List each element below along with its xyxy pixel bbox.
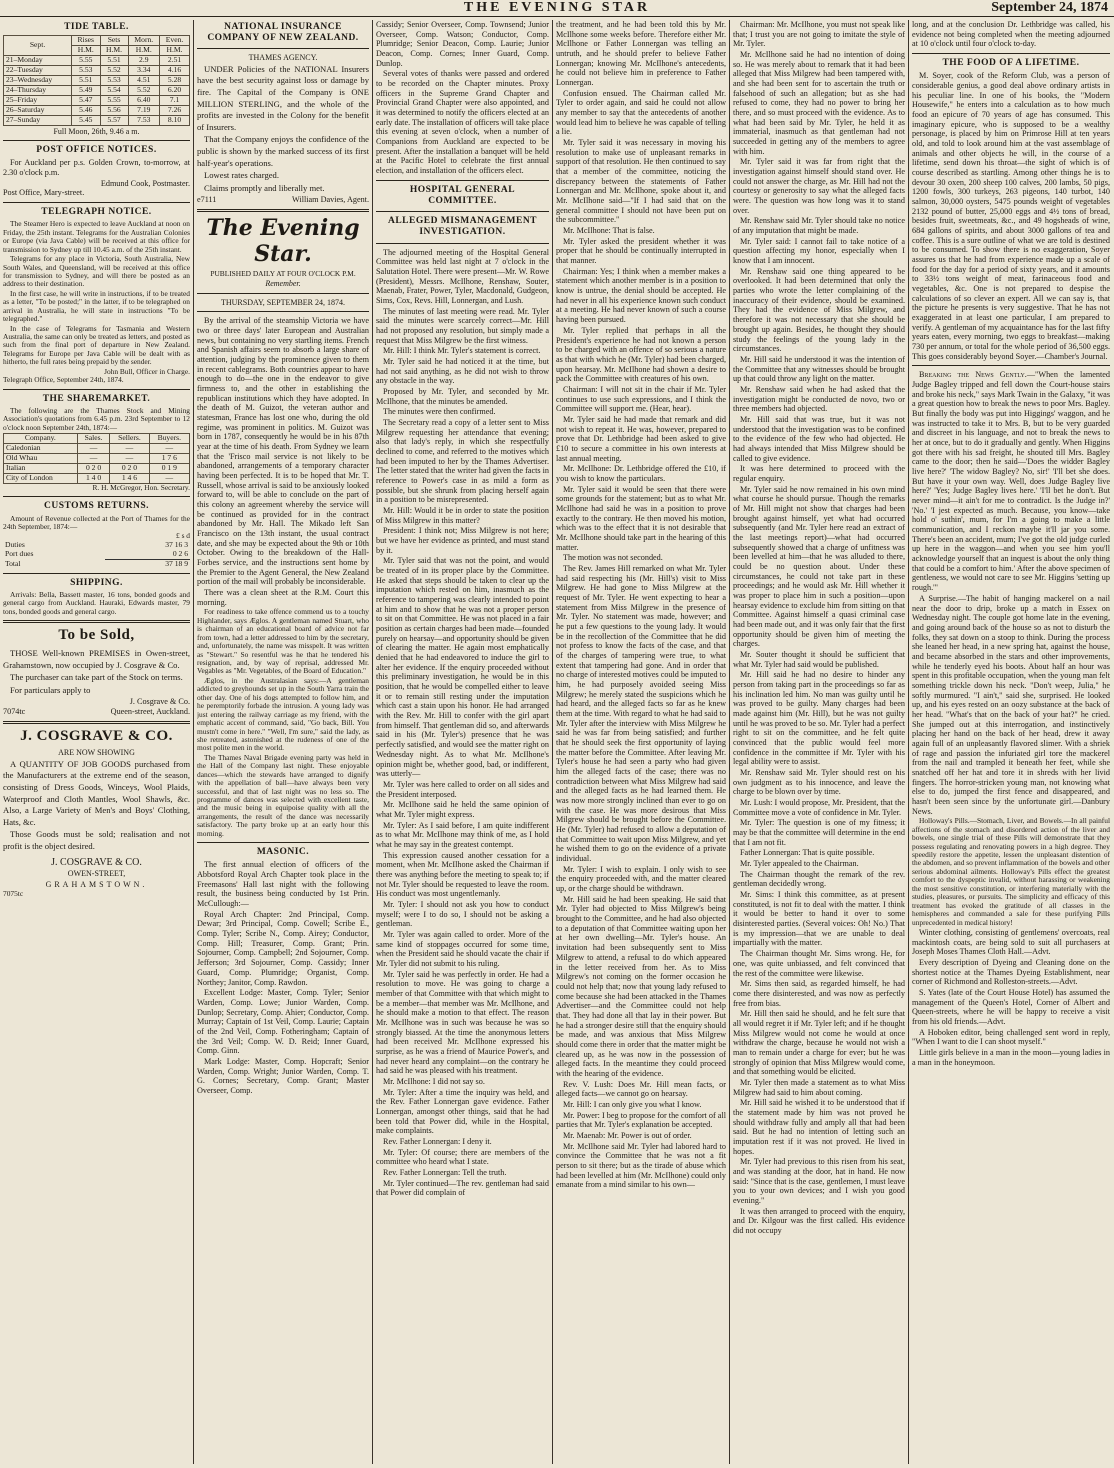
tide-header: Even. xyxy=(160,36,190,46)
shipping-title: SHIPPING. xyxy=(70,577,123,588)
post-place: Post Office, Mary-street. xyxy=(3,188,85,198)
share-row-cell: — xyxy=(77,444,110,454)
tide-row-cell: 2.51 xyxy=(160,56,190,66)
tide-row-cell: 6.40 xyxy=(128,95,160,105)
col4-p5: Mr. Tyler asked the president whether it was proper that he should be continually interrupted in that manner. xyxy=(556,236,726,266)
col3-p6: Proposed by Mr. Tyler, and seconded by Mr. McIlhone, that the minutes be amended. xyxy=(376,386,549,406)
star-date: THURSDAY, SEPTEMBER 24, 1874. xyxy=(220,297,346,307)
tide-unit: H.M. xyxy=(100,46,128,56)
tide-header: Sets xyxy=(100,36,128,46)
running-head xyxy=(0,0,1114,17)
share-row xyxy=(4,444,190,454)
col3-p16: Mr. Tyler: I should not ask you how to conduct myself; were I to do so, I should not be asking a gentleman. xyxy=(376,899,549,929)
col3-p19: Mr. McIlhone: I did not say so. xyxy=(383,1077,485,1086)
tide-row-cell: 5.45 xyxy=(72,115,101,125)
girls-item: Little girls believe in a man in the moon—young ladies in a man in the honeymoon. xyxy=(912,1048,1110,1067)
telegraph-sign: John Bull, Officer in Charge. xyxy=(104,366,190,376)
tide-row xyxy=(4,95,190,105)
col4-p10: Mr. McIlhone: Dr. Lethbridge offered the £10, if you wish to know the particulars. xyxy=(556,464,726,483)
yates-advt: S. Yates (late of the Court House Hotel) has assumed the management of the Queen's Hotel, Corner of Albert and Queen-streets, where he will be happy to receive a visit from his old friends.—Advt. xyxy=(912,988,1110,1027)
tide-row-cell: 26–Saturday xyxy=(4,105,72,115)
telegraph-p1: The Steamer Hero is expected to leave Auckland at noon on Friday, the 25th instant. Telegrams for the Australian Colonies or Europe (via Java Cable) will be received at this office for transmission to Sydney up till 10.45 a.m. of the 25th instant. xyxy=(3,219,190,254)
cosgrave-body2: Those Goods must be sold; realisation and not profit is the object desired. xyxy=(3,829,190,851)
col5-p10: It was here determined to proceed with the regular enquiry. xyxy=(733,464,905,483)
col3-p22: Mr. Tyler: Of course; there are members of the committee who heard what I state. xyxy=(376,1147,549,1167)
tide-unit: H.M. xyxy=(128,46,160,56)
share-row-cell: — xyxy=(149,444,189,454)
leader-p3: For readiness to take offence commend us to a touchy Highlander, says Æglos. A gentleman named Stuart, who is chairman of an educational board of advice not far from town, had a letter addressed to him by the secretary, and, unfortunately, the name was misspelt. It was written as "Stewart." So resentful was he that he tendered his resignation, and, by way of reprisal, addressed Mr. Vegables as "Mr. Vegetables, of the Board of Education." xyxy=(197,607,369,676)
share-row xyxy=(4,454,190,464)
post-title: POST OFFICE NOTICES. xyxy=(36,145,157,156)
leader-p2: There was a clean sheet at the R.M. Court this morning. xyxy=(197,588,369,607)
tide-row-cell: 5.51 xyxy=(72,76,101,86)
food-title: THE FOOD OF A LIFETIME. xyxy=(942,58,1080,69)
column-2 xyxy=(197,20,369,1464)
cosgrave-sign: J. COSGRAVE & CO. xyxy=(51,856,142,868)
col4-p13: The Rev. James Hill remarked on what Mr. Tyler had said respecting his (Mr. Hill's) visit to Miss Milgrew. He had gone to Miss Milgrew at the request of Mr. Tyler. He went expecting to hear a statement from Miss Milgrew in the presence of Mr. Tyler. No statement was made, however; and he put a few questions to the young lady. It would be in the recollection of the Committee that he did not profess to know the facts of the case, and that of the charges of tampering were true, to what extent that tampering had gone. And in order that no charge of interested motives could be imputed to him, he had purposely avoided seeing Miss Milgrew; he merely stated the suspicions which he had heard, and the alleged facts so far as he knew them at the time. With regard to what he had said to Mr. Tyler after the interview with Miss Milgrew he said he was far from being satisfied; and further that he should seek the first opportunity of laying the matter before the Committee. After leaving Mr. Tyler's house he had seen a party who had given him the alleged facts of the case; there was no contradiction between what Miss Milgrew had said and the alleged facts as he had learned them. He was now more strongly inclined than ever to go on with the case. He was more desirous that Miss Milgrew should be brought before the Committee. He (Mr. Tyler) had refused to allow a deputation of that Committee to wait upon Miss Milgrew, and yet he wished them to go on the evidence of a private individual. xyxy=(556,563,726,864)
tide-row-cell: 4.51 xyxy=(128,76,160,86)
tide-row-cell: 5.28 xyxy=(160,76,190,86)
cosgrave-title: J. COSGRAVE & CO. xyxy=(20,727,173,744)
col3-p7: The minutes were then confirmed. xyxy=(383,407,496,417)
holloway-advt: Holloway's Pills.—Stomach, Liver, and Bowels.—In all painful affections of the stomach and disordered action of the liver and bowels, one single trial of these Pills will demonstrate that they possess regulating and renovating powers in a high degree. They speedily restore the appetite, lessen the unpleasant distention of the abdomen, and so prevent inflammation of the bowels and other serious abdominal ailments. Holloway's Pills effect the greatest comfort to the dyspeptic invalid, without harassing or weakening the most sensitive constitution, or interfering materially with the studies, pleasures, or pursuits. The simplicity and efficacy of this treatment has evoked the gratitude of all classes in the hemispheres and commanded a sale for these purifying Pills unprecedented in medical history! xyxy=(912,816,1110,927)
col5-p12: Mr. Souter thought it should be sufficient that what Mr. Tyler had said would be published. xyxy=(733,650,905,669)
col5-p23: Mr. Hill then said he should, and he felt sure that all would regret it if Mr. Tyler left; and if he thought Miss Milgrew would not come he would at once withdraw the charge, because he would not wish a man to remain under a charge for ever; but he was strongly of opinion that Miss Milgrew would come, and that something would be elicited. xyxy=(733,1009,905,1077)
col3-p21: Rev. Father Lonnergan: I deny it. xyxy=(383,1137,492,1147)
col3-p10: President: I think not; Miss Milgrew is not here; but we have her evidence as printed, and must stand by it. xyxy=(376,526,549,555)
share-row-cell: Old Whau xyxy=(4,454,78,464)
news-title: Breaking the News Gently. xyxy=(919,370,1027,380)
insurance-p1: UNDER Policies of the NATIONAL Insurers have the best security against loss or damage by fire. The Capital of the Company is ONE MILLION STERLING, and the whole of the profits are invested in the Colony for the benefit of Insurers. xyxy=(197,63,369,132)
post-sign: Edmund Cook, Postmaster. xyxy=(100,178,190,188)
post-body: For Auckland per p.s. Golden Crown, to-morrow, at 2.30 o'clock p.m. xyxy=(3,158,190,178)
tide-row-cell: 7.53 xyxy=(128,115,160,125)
sharemarket-sign: R. H. McGregor, Hon. Secretary. xyxy=(92,482,190,492)
tide-header: Rises xyxy=(72,36,101,46)
share-row-cell: — xyxy=(110,444,149,454)
insurance-agency: THAMES AGENCY. xyxy=(248,53,318,63)
share-row xyxy=(4,464,190,474)
col3-p24: Mr. Tyler continued—The rev. gentleman had said that Power did complain of xyxy=(376,1178,549,1198)
col4-p20: Mr. McIlhone said Mr. Tyler had labored hard to convince the Committee that he was not a fit person to sit there; but as the tirade of abuse which had been levelled at him (Mr. McIlhone) could only emanate from a mind similar to his own— xyxy=(556,1141,726,1190)
col5-p15: Mr. Lush: I would propose, Mr. President, that the Committee move a vote of confidence in Mr. Tyler. xyxy=(733,798,905,817)
hoboken-item: A Hoboken editor, being challenged sent word in reply, "When I want to die I can shoot myself." xyxy=(912,1027,1110,1047)
sold-place: Queen-street, Auckland. xyxy=(110,706,190,716)
col5-p6: Mr. Renshaw said one thing appeared to be overlooked. It had been determined that only the parties who wrote the letter complaining of the inaccuracy of their evidence, should be examined. They had the evidence of Miss Milgrew, and therefore it was not necessary that she should be brought up again. Besides, he thought they should study the feelings of the young lady in the circumstances. xyxy=(733,266,905,354)
customs-cell: Port dues xyxy=(5,549,34,559)
col5-p26: Mr. Tyler had previous to this risen from his seat, and was standing at the door, hat in hand. He now said: "Since that is the case, gentlemen, I must leave you to your own devices; and I wish you good evening." xyxy=(733,1157,905,1205)
tide-row-cell: 7.26 xyxy=(160,105,190,115)
sold-body2: The purchaser can take part of the Stock on terms. xyxy=(10,672,183,683)
col4-p15: Mr. Hill said he had been speaking. He said that Mr. Tyler had objected to Miss Milgrew's being brought to the Committee, and he had also objected to a deputation of that Committee waiting upon her at her own dwelling—Mr. Tyler's house. An invitation had been subsequently sent to Miss Milgrew to attend, a refusal to do which appeared in the letter received from her. As to Miss Milgrew's not coming on the former occasion he could not help that; now that young lady refused to come because she had been attacked in the Thames Advertiser—and the Committee could not help that. They had done all that lay in their power. But he had a stronger desire still that the enquiry should be made, and was anxious that Miss Milgrew should come there in order that the matter might be cleared up, as he was now in the possession of alleged facts. In the meantime they could proceed with the hearing of the evidence. xyxy=(556,894,726,1078)
col3-p20: Mr. Tyler: After a time the inquiry was held, and the Rev. Father Lonnergan gave evidence. Father Lonnergan, amongst other things, said that he had been told that Power did, while in the Hospital, make complaints. xyxy=(376,1087,549,1136)
telegraph-title: TELEGRAPH NOTICE. xyxy=(41,207,152,218)
cosgrave-street: OWEN-STREET, xyxy=(67,869,126,879)
col5-p8: Mr. Renshaw said when he had asked that the investigation might be conducted de novo, two or three members had objected. xyxy=(733,384,905,414)
col6-p0: long, and at the conclusion Dr. Lethbridge was called, his evidence not being completed when the meeting adjourned at 10 o'clock until four o'clock to-day. xyxy=(912,20,1110,49)
customs-cell: 0 2 6 xyxy=(172,548,188,558)
tide-row-cell: 5.51 xyxy=(100,56,128,66)
col3-p8: The Secretary read a copy of a letter sent to Miss Milgrew requesting her attendance that evening; also that lady's reply, in which she respectfully declined to come, and referred to the motives which had been imputed to her by the Thames Advertiser. The letter stated that the writer had given the facts in reference to Power's case in as mild a form as possible, but she shrunk from placing herself again in a position to be misrepresented. xyxy=(376,417,549,505)
col4-p1: the treatment, and he had been told this by Mr. McIlhone some weeks before. Therefore either Mr. McIlhone or Father Lonnergan was telling an untruth, and he should prefer to believe Father Lonnergan; knowing Mr. McIlhone's antecedents, he could not believe him in preference to Father Lonnergan. xyxy=(556,20,726,88)
tide-row-cell: 5.55 xyxy=(72,56,101,66)
tide-row-cell: 22–Tuesday xyxy=(4,66,72,76)
cosgrave-town: GRAHAMSTOWN. xyxy=(45,879,148,889)
share-row-cell: 1 7 6 xyxy=(149,454,189,464)
col4-p14: Mr. Tyler: I wish to explain. I only wish to see the enquiry proceeded with, and the matter cleared up, or the charge should be withdrawn. xyxy=(556,864,726,894)
masonic-p2: Royal Arch Chapter: 2nd Principal, Comp. Dewar; 3rd Principal, Comp. Cowell; Scribe E., Comp. Tyler; Scribe N., Comp. Airey; Conductor, Comp. Hill; Treasurer, Comp. Grant; Prin. Sojourner, Comp. Campbell; 2nd Sojourner, Comp. Jefferson; 3rd Sojourner, Comp. Cassidy; Inner Guard, Comp. Plumridge; Organist, Comp. Northey; Janitor, Comp. Rawdon. xyxy=(197,909,369,987)
sold-title: To be Sold, xyxy=(58,627,135,644)
tide-row xyxy=(4,76,190,86)
col5-p11: Mr. Tyler said he now remained in his own mind what course he should pursue. Though the remarks of Mr. Hill might not show that charges had been brought against himself, yet what had occurred subsequently (and Mr. Tyler here read an extract of the last meetings report)—what had occurred subsequently showed that a charge of unfitness was been levelled at him—that he was alluded to there, could be no question about. Under these circumstances, he could not take part in these proceedings; and he would ask Mr. Hill whether it was proper to place him in such a position—upon hearsay evidence to exclude him from sitting on that Committee. Against himself a quasi criminal case had been made out, and it was only fair that the first opportunity should be given him of meeting the charges. xyxy=(733,484,905,649)
share-row-cell: Italian xyxy=(4,464,78,474)
col3-p18: Mr. Tyler said he was perfectly in order. He had a resolution to move. He was going to charge a member of that Committee with that which might to be a member—that member was Mr. McIlhone, and he should make a motion to that effect. The reason Mr. McIlhone was in such was because he was so strongly biassed. At the time the anonymous letters had been received Mr. McIlhone expressed his surprise, as he was a friend of Maurice Power's, and had never heard any complaint—on the contrary he had said he was pleased with his treatment. xyxy=(376,969,549,1076)
sharemarket-title: THE SHAREMARKET. xyxy=(42,393,151,404)
col3-p14: Mr. Tyler: As I said before, I am quite indifferent as to what Mr. McIlhone may think of me, as I hold what he may say in the greatest contempt. xyxy=(376,820,549,849)
tide-row xyxy=(4,115,190,125)
dyeing-advt: Every description of Dyeing and Cleaning done on the shortest notice at the Thames Dyeing Establishment, near corner of Richmond and Rolleston-streets.—Advt. xyxy=(912,957,1110,987)
tide-unit: H.M. xyxy=(72,46,101,56)
insurance-p4: Claims promptly and liberally met. xyxy=(204,182,325,193)
col5-p13: Mr. Hill said he had no desire to hinder any person from taking part in the proceedings so far as his inclination led him. No man was guilty until he was proved to be guilty. Many charges had been made against him (Mr. Hill), but he was not guilty until he was proved to be so. Mr. Tyler had a perfect right to sit on the committee, and he felt quite convinced that the public would feel more confidence in the committee if Mr. Tyler with his legal ability were to assist. xyxy=(733,670,905,767)
share-header: Sales. xyxy=(77,434,110,444)
tide-row-cell: 21–Monday xyxy=(4,56,72,66)
customs-cell: Duties xyxy=(5,539,25,549)
hospital-title: HOSPITAL GENERAL COMMITTEE. xyxy=(409,184,516,206)
column-3 xyxy=(376,20,549,1464)
tide-row-cell: 5.53 xyxy=(100,76,128,86)
leader-p5: The Thames Naval Brigade evening party was held in the Hall of the Company last night. These enjoyable dances—which the stewards have arranged to dignify with the appellation of ball—have always been very successful, and that of last night was no less so. The programme of dances was selected with excellent taste, and the music being in equipoise quality with all the arrangements, the result of the dance was necessarily satisfactory. The party broke up at an early hour this morning. xyxy=(197,752,369,838)
customs-total-label: Total xyxy=(5,558,21,568)
customs-units: £ s d xyxy=(176,531,190,541)
col4-p19: Mr. Maenab: Mr. Power is out of order. xyxy=(563,1130,692,1140)
col5-p27: It was then arranged to proceed with the enquiry, and Dr. Kilgour was the first called. His evidence did not occupy xyxy=(733,1206,905,1235)
cosgrave-sub: ARE NOW SHOWING xyxy=(58,748,135,758)
col3-p5: Mr. Tyler said he had noticed it at the time, but had not said anything, as he did not wish to throw any obstacle in the way. xyxy=(376,356,549,386)
column-1 xyxy=(3,20,190,1464)
customs-table xyxy=(3,541,190,569)
share-row-cell: — xyxy=(149,473,189,483)
sharemarket-table xyxy=(3,433,190,484)
telegraph-place: Telegraph Office, September 24th, 1874. xyxy=(3,375,124,385)
col4-p18: Mr. Power: I beg to propose for the comfort of all parties that Mr. Tyler's explanation be accepted. xyxy=(556,1110,726,1130)
tide-row-cell: 2.9 xyxy=(128,56,160,66)
insurance-p2: That the Company enjoys the confidence of the public is shown by the marked success of its first half-year's operations. xyxy=(197,134,369,168)
insurance-p3: Lowest rates charged. xyxy=(204,170,280,181)
share-header: Buyers. xyxy=(149,434,189,444)
tide-row-cell: 8.10 xyxy=(160,115,190,125)
col4-p16: Rev. V. Lush: Does Mr. Hill mean facts, or alleged facts—we cannot go on hearsay. xyxy=(556,1079,726,1099)
hospital-sub: ALLEGED MISMANAGEMENT INVESTIGATION. xyxy=(387,216,538,238)
share-row xyxy=(4,473,190,483)
insurance-code: e7111 xyxy=(197,195,217,205)
col5-p2: Mr. McIlhone said he had no intention of doing so. He was merely about to remark that it had been alleged that Miss Milgrew had been tampered with, and she had been sent for to ascertain the truth or falsehood of such an allegation; but as she had refused to come, they had no power to bring her there, and so must proceed with the evidence. As to what had been said by Mr. Tyler, he held it as immaterial, inasmuch as that gentleman had not succeeded in getting any of the members to agree with him. xyxy=(733,50,905,156)
col3-p13: Mr. McIlhone said he held the same opinion of what Mr. Tyler might express. xyxy=(376,800,549,819)
share-header: Sellers. xyxy=(110,434,149,444)
col5-p1: Chairman: Mr. McIlhone, you must not speak like that; I trust you are not going to imitate the style of Mr. Tyler. xyxy=(733,20,905,49)
tide-row-cell: 5.54 xyxy=(100,85,128,95)
col3-p23: Rev. Father Lonnergan: Tell the truth. xyxy=(383,1168,507,1178)
tide-row-cell: 5.52 xyxy=(128,85,160,95)
col4-p8: Chairman: I will not sit in the chair if Mr. Tyler continues to use such expressions, and I think the Committee will support me. (Hear, hear). xyxy=(556,384,726,414)
tide-row xyxy=(4,85,190,95)
col5-p17: Father Lonnergan: That is quite possible. xyxy=(740,848,875,858)
sold-apply: For particulars apply to xyxy=(10,684,91,695)
col5-p24: Mr. Tyler then made a statement as to what Miss Milgrew had said to him about coming. xyxy=(733,1077,905,1097)
share-row-cell: 0 2 0 xyxy=(77,464,110,474)
col5-p9: Mr. Hill said that was true, but it was not understood that the investigation was to be confined to the evidence of the few who had objected. He had always intended that Miss Milgrew should be called to give evidence. xyxy=(733,414,905,463)
col5-p22: Mr. Sims then said, as regarded himself, he had come there disinterested, and was now as perfectly free from bias. xyxy=(733,979,905,1008)
col3-p11: Mr. Tyler said that was not the point, and would be treated of in its proper place by the Committee. He asked that steps should be taken to clear up the imputation which rested on him, inasmuch as the reference to tampering was clearly intended to point at him and to show that he was not a proper person to sit on that Committee. He was not placed in a fair position as certain charges had been made—founded purely on hearsay—and opportunity should be given of clearing the matter. He again most emphatically denied that he had endeavored to induce the girl to alter her evidence. If the enquiry proceeded without this preliminary investigation, he would be in this position, that he would be compelled either to leave it or to remain still resting under the imputation which cast a stain upon his honor. He had arranged with the Rev. Mr. Hill to confer with the girl apart from himself. That gentleman did so, and afterwards said in his (Mr. Tyler's) presence that he was perfectly satisfied, and would see the matter right on Wednesday night. As to what Mr. McIlhone's opinion might be, whether good, bad, or indifferent, was utterly— xyxy=(376,556,549,779)
paper-title: THE EVENING STAR xyxy=(463,0,651,15)
col3-p3: The minutes of last meeting were read. Mr. Tyler said the minutes were scarcely correct—Mr. Hill had not proposed any resolution, but simply made a request that Miss Milgrew be the first witness. xyxy=(376,306,549,345)
tide-row-cell: 4.16 xyxy=(160,66,190,76)
full-moon: Full Moon, 26th, 9.46 a m. xyxy=(53,126,140,136)
tide-row-cell: 23–Wednesday xyxy=(4,76,72,86)
tide-row-cell: 5.53 xyxy=(72,66,101,76)
share-row-cell: 1 4 6 xyxy=(110,473,149,483)
sold-firm: J. Cosgrave & Co. xyxy=(129,697,190,707)
sold-body: THOSE Well-known PREMISES in Owen-street, Grahamstown, now occupied by J. Cosgrave & Co. xyxy=(3,647,190,670)
tide-row-cell: 5.57 xyxy=(100,115,128,125)
masonic-p1: The first annual election of officers of the Abbotsford Royal Arch Chapter took place in the Freemasons' Hall last night with the following result, the business being conducted by 1st Prin. McCullough:— xyxy=(197,860,369,909)
col4-p4: Mr. McIlhone: That is false. xyxy=(563,226,655,236)
insurance-title: NATIONAL INSURANCE COMPANY OF NEW ZEALAND. xyxy=(207,22,359,44)
col3-p4: Mr. Hill: I think Mr. Tyler's statement is correct. xyxy=(383,346,541,356)
tide-row-cell: 5.46 xyxy=(72,105,101,115)
customs-cell: 37 16 3 xyxy=(165,539,188,549)
telegraph-p3: In the first case, he will write in instructions, if to be treated as a letter, "To be posted;" in the latter, if to be telegraphed on arrival in Australia, he will state in instructions "To be telegraphed." xyxy=(3,288,190,324)
share-row-cell: — xyxy=(110,454,149,464)
star-pub: PUBLISHED DAILY AT FOUR O'CLOCK P.M. xyxy=(210,268,356,278)
customs-intro: Amount of Revenue collected at the Port of Thames for the 24th September, 1874:— xyxy=(3,513,190,531)
col4-p3: Mr. Tyler said it was necessary in moving his resolution to make use of unpleasant remarks in support of that resolution. He then continued to say that a member of the committee, noticing the discrepancy between the statements of Father Lonnergan and Mr. McIlhone, spoke about it, and Mr. McIlhone said—"If I had said that on the general committee I should not have been put on the subcommittee." xyxy=(556,138,726,225)
tide-header: Morn. xyxy=(128,36,160,46)
col4-p17: Mr. Hill: I can only give you what I know. xyxy=(563,1099,702,1109)
column-4 xyxy=(556,20,726,1464)
sharemarket-intro: The following are the Thames Stock and Mining Association's quotations from 6.45 p.m. 23rd September to 12 o'clock noon September 24th, 1874:— xyxy=(3,405,190,432)
masonic-cont: Cassidy; Senior Overseer, Comp. Townsend; Junior Overseer, Comp. Watson; Conductor, Comp. Plumridge; Senior Deacon, Comp. Laurie; Junior Deacon, Comp. Cornes; Inner Guard, Comp. Dunlop. xyxy=(376,20,549,68)
col3-p17: Mr. Tyler was again called to order. More of the same kind of stoppages occurred for some time, when the President said he should vacate the chair if Mr. Tyler did not submit to his ruling. xyxy=(376,929,549,968)
col5-p14: Mr. Renshaw said Mr. Tyler should rest on his own judgment as to his innocence, and leave the charge to be blown over by time. xyxy=(733,768,905,797)
col5-p16: Mr. Tyler: The question is one of my fitness; it may be that the committee will determine in the end that I am not fit. xyxy=(733,818,905,847)
tide-title: TIDE TABLE. xyxy=(64,22,129,32)
tide-row-cell: 5.47 xyxy=(72,95,101,105)
col5-p21: The Chairman thought Mr. Sims wrong. He, for one, was quite unbiassed, and felt convinced that the rest of the committee were likewise. xyxy=(733,949,905,978)
share-row-cell: Caledonian xyxy=(4,444,78,454)
share-row-cell: — xyxy=(77,454,110,464)
col5-p4: Mr. Renshaw said Mr. Tyler should take no notice of any imputation that might be made. xyxy=(733,216,905,236)
shipping-body: Arrivals: Bella, Bassett master, 16 tons, bonded goods and general cargo from Auckland. Hauraki, Edwards master, 79 tons, bonded goods and general cargo. xyxy=(3,589,190,616)
masonic-p3: Excellent Lodge: Master, Comp. Tyler; Senior Warden, Comp. Lowe; Junior Warden, Comp. Dunlop; Secretary, Comp. Ahier; Conductor, Comp. Murray; Captain of 1st Veil, Comp. Laurie; Captain of the 2nd Veil, Comp. Fotheringham; Captain of the 3rd Veil; Comp. W. D. Reid; Inner Guard, Comp. Ginn. xyxy=(197,988,369,1056)
col5-p5: Mr. Tyler said: I cannot fail to take notice of a question affecting my honor, especially when I know that I am innocent. xyxy=(733,236,905,266)
tide-row-cell: 5.52 xyxy=(100,66,128,76)
leader-p1: By the arrival of the steamship Victoria we have two or three days' later European and Australian news, but containing no very startling items. French and Spanish affairs seem to absorb a large share of attention, judging by the prominence given to them in recent cablegrams. Both countries appear to have enough to do—the one in the endeavor to give firmness to, and the other in establishing the republican institutions which they have adopted. In the death of M. Guizot, the veteran author and statesman, France has lost one who, during the old regime, was prominent in politics. M. Guizot was born in 1787, consequently he would be in his 87th year at the time of his death. From Sydney we learn that the 'Frisco mail service is not likely to be abandoned, arrangements of a temporary character having been perfected. It is to be hoped that Mr. T. Russell, whose arrival is said to be anxiously looked forward to, will be able to conclude on the part of this colony an agreement whereby the service will be continued as provided for in the contract abandoned by Mr. Hall. The Mikado left San Francisco on the 13th instant, the usual contract date, and she may be expected about the 9th or 10th October. Owing to the breakdown of the Hall-Forbes service, and the instructions sent home by the Premier to the Agent General, the New Zealand portion of the mail will probably be inconsiderable. xyxy=(197,316,369,587)
col3-p1: Several votes of thanks were passed and ordered to be recorded on the Chapter minutes. Proxy officers in the Supreme Grand Chapter and Provincial Grand Chapter were also appointed, and it was determined to notify the officers elected at an early date. The installation of officers will take place this evening at seven o'clock, when a number of Companions from Auckland are expected to be present. After the installation a banquet will be held at the Pacific Hotel to celebrate the first annual election, and installation of the officers elect. xyxy=(376,69,549,176)
cosgrave-code: 7075tc xyxy=(3,889,24,899)
tide-row-cell: 25–Friday xyxy=(4,95,72,105)
col4-p6: Chairman: Yes; I think when a member makes a statement which another member is in a position to know is untrue, the denial should be accepted. He had never in all his experience known such conduct at a meeting. He had never known of such a course having been pursued. xyxy=(556,266,726,325)
telegraph-p4: In the case of Telegrams for Tasmania and Western Australia, the same can only be treated as letters, and posted as such from the final port of departure in New Zealand. Telegrams for Europe per Java Cable will be dealt with as hitherto, the full rates being prepaid by the sender. xyxy=(3,323,190,367)
col5-p18: Mr. Tyler appealed to the Chairman. xyxy=(740,859,859,869)
col4-p11: Mr. Tyler said it would be seen that there were some grounds for the statement; but as to what Mr. McIlhone had said he was in a position to prove exactly to the contrary. He then moved his motion, which was to the effect that it is not desirable that Mr. McIlhone should take part in the hearing of this matter. xyxy=(556,484,726,552)
col4-p9: Mr. Tyler said he had made that remark and did not wish to repeat it. He was, however, prepared to prove that Dr. Lethbridge had been asked to give £10 to secure a committee in his own interests at last annual meeting. xyxy=(556,414,726,463)
tide-row-cell: 7.1 xyxy=(160,95,190,105)
sold-code: 7074tc xyxy=(3,706,26,716)
tide-row-cell: 6.20 xyxy=(160,85,190,95)
masonic-p4: Mark Lodge: Master, Comp. Hopcraft; Senior Warden, Comp. Wright; Junior Warden, Comp. T. G. Cornes; Secretary, Comp. Grant; Master Overseer, Comp. xyxy=(197,1056,369,1095)
winter-advt: Winter clothing, consisting of gentlemens' overcoats, real mackintosh coats, are being sold to suit all purchasers at Joseph Moses Thames Cloth Hall.—Advt. xyxy=(912,927,1110,957)
star-motto: Remember. xyxy=(265,279,301,289)
col5-p3: Mr. Tyler said it was far from right that the investigation against himself should stand over. He could not answer the charge, as Mr. Hill had not the courtesy or generosity to say what the alleged facts were. The question was how long was it to stand over. xyxy=(733,157,905,215)
tide-row-cell: 24–Thursday xyxy=(4,85,72,95)
col5-p19: The Chairman thought the remark of the rev. gentleman decidedly wrong. xyxy=(733,869,905,889)
cosgrave-body: A QUANTITY OF JOB GOODS purchased from the Manufacturers at the extreme end of the season, consisting of Dress Goods, Winceys, Wool Plaids, Waterproof and Cloth Mantles, Wool Shawls, &c. Also, a Large Variety of Men's and Boys' Clothing, Hats, &c. xyxy=(3,758,190,827)
tide-row xyxy=(4,56,190,66)
star-nameplate: The Evening Star. xyxy=(206,215,360,267)
column-5 xyxy=(733,20,905,1464)
tide-row-cell: 27–Sunday xyxy=(4,115,72,125)
telegraph-p2: Telegrams for any place in Victoria, South Australia, New South Wales, and Queensland, will be received at this office for transmission to Sydney, and will there be posted as an address to their destination. xyxy=(3,254,190,289)
col4-p7: Mr. Tyler replied that perhaps in all the President's experience he had not known a person to be charged with an offence of so serious a nature as that with which he (Mr. Tyler) had been charged, upon hearsay. Mr. McIlhone had shown a desire to pack the Committee with creatures of his own. xyxy=(556,325,726,384)
col3-p12: Mr. Tyler was here called to order on all sides and the President interposed. xyxy=(376,779,549,799)
share-row-cell: 1 4 0 xyxy=(77,473,110,483)
col5-p7: Mr. Hill said he understood it was the intention of the Committee that any witnesses should be brought up that could throw any light on the matter. xyxy=(733,354,905,384)
tide-row xyxy=(4,105,190,115)
customs-row xyxy=(3,550,190,559)
tide-row-cell: 3.34 xyxy=(128,66,160,76)
tide-row-cell: 7.19 xyxy=(128,105,160,115)
tide-row-cell: 5.56 xyxy=(100,105,128,115)
col4-p2: Confusion ensued. The Chairman called Mr. Tyler to order again, and said he could not allow any member to say that the antecedents of another would lead him to believe he was capable of telling a lie. xyxy=(556,88,726,137)
tide-row-cell: 5.55 xyxy=(100,95,128,105)
tide-unit: H.M. xyxy=(160,46,190,56)
customs-title: CUSTOMS RETURNS. xyxy=(44,501,149,512)
tide-header: Sept. xyxy=(4,36,72,56)
col5-p25: Mr. Hill said he wished it to be understood that if the statement made by him was not proved he should withdraw fully and amply all that had been said. But he had no intention of letting such an imputation rest if it was not proved. He lived in hopes. xyxy=(733,1098,905,1156)
col3-p9: Mr. Hill: Would it be in order to state the position of Miss Milgrew in this matter? xyxy=(376,506,549,525)
share-header: Company. xyxy=(4,434,78,444)
tide-row-cell: 5.49 xyxy=(72,85,101,95)
insurance-sign: William Davies, Agent. xyxy=(292,195,369,205)
share-row-cell: 0 2 0 xyxy=(110,464,149,474)
column-6: long, and at the conclusion Dr. Lethbridge was called, his evidence not being completed when the meeting adjourned at 10 o'clock until four o'clock to-day. THE FOOD OF A LIFETIME. M. Soyer, cook of the Reform Club, was a person of considerable genius, a good deal above ordinary artists in his peculiar line. In one of his books, the "Modern Housewife," he enters into a calculation as to how much food an epicure of 70 years of age has consumed. This imaginary epicure, who is supposed to be a wealthy personage, is placed by him on Primrose Hill at ten years old, and told to look around him at the vast assemblage of animals and other objects he will, in the course of a lifetime, send down his throat—the sight of which is of course described as startling. Among other things he is to devour 30 oxen, 200 sheep 100 calves, 200 lambs, 50 pigs, 1200 fowls, 300 turkeys, 263 pigeons, 140 turbot, 140 salmon, 30,000 oysters, 5475 pounds weight of vegetables 2132 pound of butter, 25,000 eggs and 4½ tons of bread, besides fruit, sweetmeats, &c., and 49 hogsheads of wine, 684 gallons of spirits, and about 3000 gallons of tea and coffee. This is a sure outline of what we are told is destined to be consumed. To show there is no exaggeration, Soyer assures us that he had from experience made up a scale of food for the day for a period of sixty years, and it amounts to 33½ tons weight of meat, farinaceous food and vegetables, &c. One is not prepared to despise the calculations of so clever an expert. All we can say is, that the picture he presents is very suggestive. That he has not exaggerated in at least one particular, I am prepared to verify. A gentleman of my acquaintance has for the last fifty years eaten, every morning, two eggs to breakfast—making 730 per annum, or total for the whole period of 36,500 eggs. This goes considerably beyond Soyer.—Chamber's Journal. Breaking the News Gently.—"When the lamented Judge Bagley tripped and fell down the Court-house stairs and broke his neck," says Mark Twain in the Galaxy, "it was a great question how to break the news to poor Mrs. Bagley. But finally the body was put into Higgings' waggon, and he was instructed to take it to Mrs. B, but to be very guarded and discreet in his language, and not to break the news to her at once, but to do it gradually and gently. When Higgins got there with his sad freight, he shouted till Mrs. Bagley came to the door; then he said—'Does the widder Bagley live here?' 'The widow Bagley? No, sir!' 'I'll bet she does. But have it your own way. Well, does Judge Bagley live here?' 'Yes; Judge Bagley lives here.' 'I'll bet he don't. But never mind—it ain't for me to contradict. Is the Judge in?' 'No.' 'I jest expected as much. Because, you know—take hold o' suthin', mum, for I'm a going to make a little communication, and I reckon maybe it'll jar you some. There's been an accident, mum; I've got the old judge curled up here in the waggon—and when you see him you'll acknowledge yourself that an inquest is about the only thing that could be a comfort to him.' After the above specimen of gentleness, we would not care to see Mr. Higgins 'setting up rough.'" A Surprise.—The habit of hanging mackerel on a nail near the door to drip, broke up a match in Essex on Wednesday night. The couple got home late in the evening, and going around back of the house so as not to disturb the folks, they sat down on a stoop to think. During the process she leaned her head, in a new spring hat, against the house, and became absorbed in the stars and other improvements, while he tenderly eyed his boots. About half an hour was spent in this profitable occupation, when the young man felt something trickle down his neck. "Don't weep, Julia," he softly murmured. "I ain't," said she, surprised. He looked up, and his eyes rested on an oozy substance at the back of her head. "What's that on the back of your hat?" he cried. She jumped out at this interrogation, and instinctively placing her hand on the back of her head, drew it away again full of an unpleasantly flavored slimer. With a shriek of rage and passion the infuriated girl tore the mackerel from the nail and trampled it beneath her feet, while she snatched off her hat and tore it in shreds with her livid fingers. The horror-stricken young man, not knowing what else to do, jumped the first fence and disappeared, and hasn't been seen since by the unfortunate girl.—Danbury News. Holloway's Pills.—Stomach, Liver, and Bowels.—In all painful affections of the stomach and disordered action of the liver and bowels, one single trial of these Pills will demonstrate that they possess regulating and renovating powers in a high degree. They speedily restore the appetite, lessen the unpleasant distention of the abdomen, and so prevent inflammation of the bowels and other serious abdominal ailments. Holloway's Pills effect the greatest comfort to the dyspeptic invalid, without harassing or weakening the most sensitive constitution, or interfering materially with the studies, pleasures, or pursuits. The simplicity and efficacy of this treatment has evoked the gratitude of all classes in the hemispheres and commanded a sale for these purifying Pills unprecedented in medical history! Winter clothing, consisting of gentlemens' overcoats, real mackintosh coats, are being sold to suit all purchasers at Joseph Moses Thames Cloth Hall.—Advt. Every description of Dyeing and Cleaning done on the shortest notice at the Thames Dyeing Establishment, near corner of Richmond and Rolleston-streets.—Advt. S. Yates (late of the Court House Hotel) has assumed the management of the Queen's Hotel, Corner of Albert and Queen-streets, where he will be happy to receive a visit from his old friends.—Advt. A Hoboken editor, being challenged sent word in reply, "When I want to die I can shoot myself." Little girls believe in a man in the moon—young ladies in a man in the honeymoon. xyxy=(912,20,1110,1067)
news-body: "When the lamented Judge Bagley tripped and fell down the Court-house stairs and broke his neck," says Mark Twain in the Galaxy, "it was a great question how to break the news to poor Mrs. Bagley. But finally the body was put into Higgings' waggon, and he was instructed to take it to Mrs. B, but to be very guarded and discreet in his language, and not to break the news to her at once, but to do it gradually and gently. When Higgins got there with his sad freight, he shouted till Mrs. Bagley came to the door; then he said—'Does the widder Bagley live here?' 'The widow Bagley? No, sir!' 'I'll bet she does. But have it your own way. Well, does Judge Bagley live here?' 'Yes; Judge Bagley lives here.' 'I'll bet he don't. But never mind—it ain't for me to contradict. Is the Judge in?' 'No.' 'I jest expected as much. Because, you know—take hold o' suthin', mum, for I'm a going to make a little communication, and I reckon maybe it'll jar you some. There's been an accident, mum; I've got the old judge curled up here in the waggon—and when you see him you'll acknowledge yourself that an inquest is about the only thing that could be a comfort to him.' After the above specimen of gentleness, we would not care to see Mr. Higgins 'setting up rough.'" xyxy=(912,370,1110,593)
col4-p12: The motion was not seconded. xyxy=(563,553,663,563)
tide-row xyxy=(4,66,190,76)
col3-p2: The adjourned meeting of the Hospital General Committee was held last night at 7 o'clock in the Salutation Hotel. There were present—Mr. W. Rowe (President), Messrs. McIlhone, Renshaw, Souter, Maenab, Frater, Power, Tyler, Macdonald, Gudgeon, Sims, Cox, Revs. Hill, Lonnergan, and Lush. xyxy=(376,247,549,305)
col5-p20: Mr. Sims: I think this committee, as at present constituted, is not fit to deal with the matter. I think it would be better to hand it over to some disinterested parties. (Several voices: Oh! No.) That is my impression—that we are unable to deal impartially with the matter. xyxy=(733,890,905,948)
issue-date: September 24, 1874 xyxy=(991,0,1108,15)
customs-total: 37 18 9 xyxy=(105,559,190,568)
leader-p4: Æglos, in the Australasian says:—A gentleman addicted to greyhounds set up in the South Yarra train the other day. One of his dogs attempted to follow him, and he peremptorily forbade the intrusion. A young lady was just entering the railway carriage as my friend, with the emphatic accent of command, said, "Go back, Bill. You mustn't come in here." "Well, I'm sure," said the lady, as she retreated, astonished at the rudeness of one of the most polite men in the world. xyxy=(197,675,369,753)
surprise-body: A Surprise.—The habit of hanging mackerel on a nail near the door to drip, broke up a match in Essex on Wednesday night. The couple got home late in the evening, and going around back of the house so as not to disturb the folks, they sat down on a stoop to think. During the process she leaned her head, in a new spring hat, against the house, and became absorbed in the stars and other improvements, while he tenderly eyed his boots. About half an hour was spent in this profitable occupation, when the young man felt something trickle down his neck. "Don't weep, Julia," he softly murmured. "I ain't," said she, surprised. He looked up, and his eyes rested on an oozy substance at the back of her head. "What's that on the back of your hat?" he cried. She jumped out at this interrogation, and instinctively placing her hand on the back of her head, drew it away again full of an unpleasantly flavored slimer. With a shriek of rage and passion the infuriated girl tore the mackerel from the nail and trampled it beneath her feet, while she snatched off her hat and tore it in shreds with her livid fingers. The horror-stricken young man, not knowing what else to do, jumped the first fence and disappeared, and hasn't been seen since by the unfortunate girl.—Danbury News. xyxy=(912,593,1110,816)
col3-p15: This expression caused another cessation for a moment, when Mr. McIlhone asked the Chairman if there was anything before the meeting to speak to; if not Mr. Tyler should be requested to leave the room. His conduct was most ungentlemanly. xyxy=(376,850,549,899)
share-row-cell: 0 1 9 xyxy=(149,464,189,474)
food-body: M. Soyer, cook of the Reform Club, was a person of considerable genius, a good deal above ordinary artists in his peculiar line. In one of his books, the "Modern Housewife," he enters into a calculation as to how much food an epicure of 70 years of age has consumed. This imaginary epicure, who is supposed to be a wealthy personage, is placed by him on Primrose Hill at ten years old, and told to look around him at the vast assemblage of animals and other objects he will, in the course of a lifetime, send down his throat—the sight of which is of course described as startling. Among other things he is to devour 30 oxen, 200 sheep 100 calves, 200 lambs, 50 pigs, 1200 fowls, 300 turkeys, 263 pigeons, 140 turbot, 140 salmon, 30,000 oysters, 5475 pounds weight of vegetables 2132 pound of butter, 25,000 eggs and 4½ tons of bread, besides fruit, sweetmeats, &c., and 49 hogsheads of wine, 684 gallons of spirits, and about 3000 gallons of tea and coffee. This is a sure outline of what we are told is destined to be consumed. To show there is no exaggeration, Soyer assures us that he had from experience made up a scale of food for the day for a period of sixty years, and it amounts to 33½ tons weight of meat, farinaceous food and vegetables, &c. One is not prepared to despise the calculations of so clever an expert. All we can say is, that the picture he presents is very suggestive. That he has not exaggerated in at least one particular, I am prepared to verify. A gentleman of my acquaintance has for the last fifty years eaten, every morning, two eggs to breakfast—making 730 per annum, or total for the whole period of 36,500 eggs. This goes considerably beyond Soyer.—Chamber's Journal. xyxy=(912,71,1110,361)
share-row-cell: City of London xyxy=(4,473,78,483)
tide-table xyxy=(3,35,190,126)
masonic-title: MASONIC. xyxy=(256,847,310,858)
